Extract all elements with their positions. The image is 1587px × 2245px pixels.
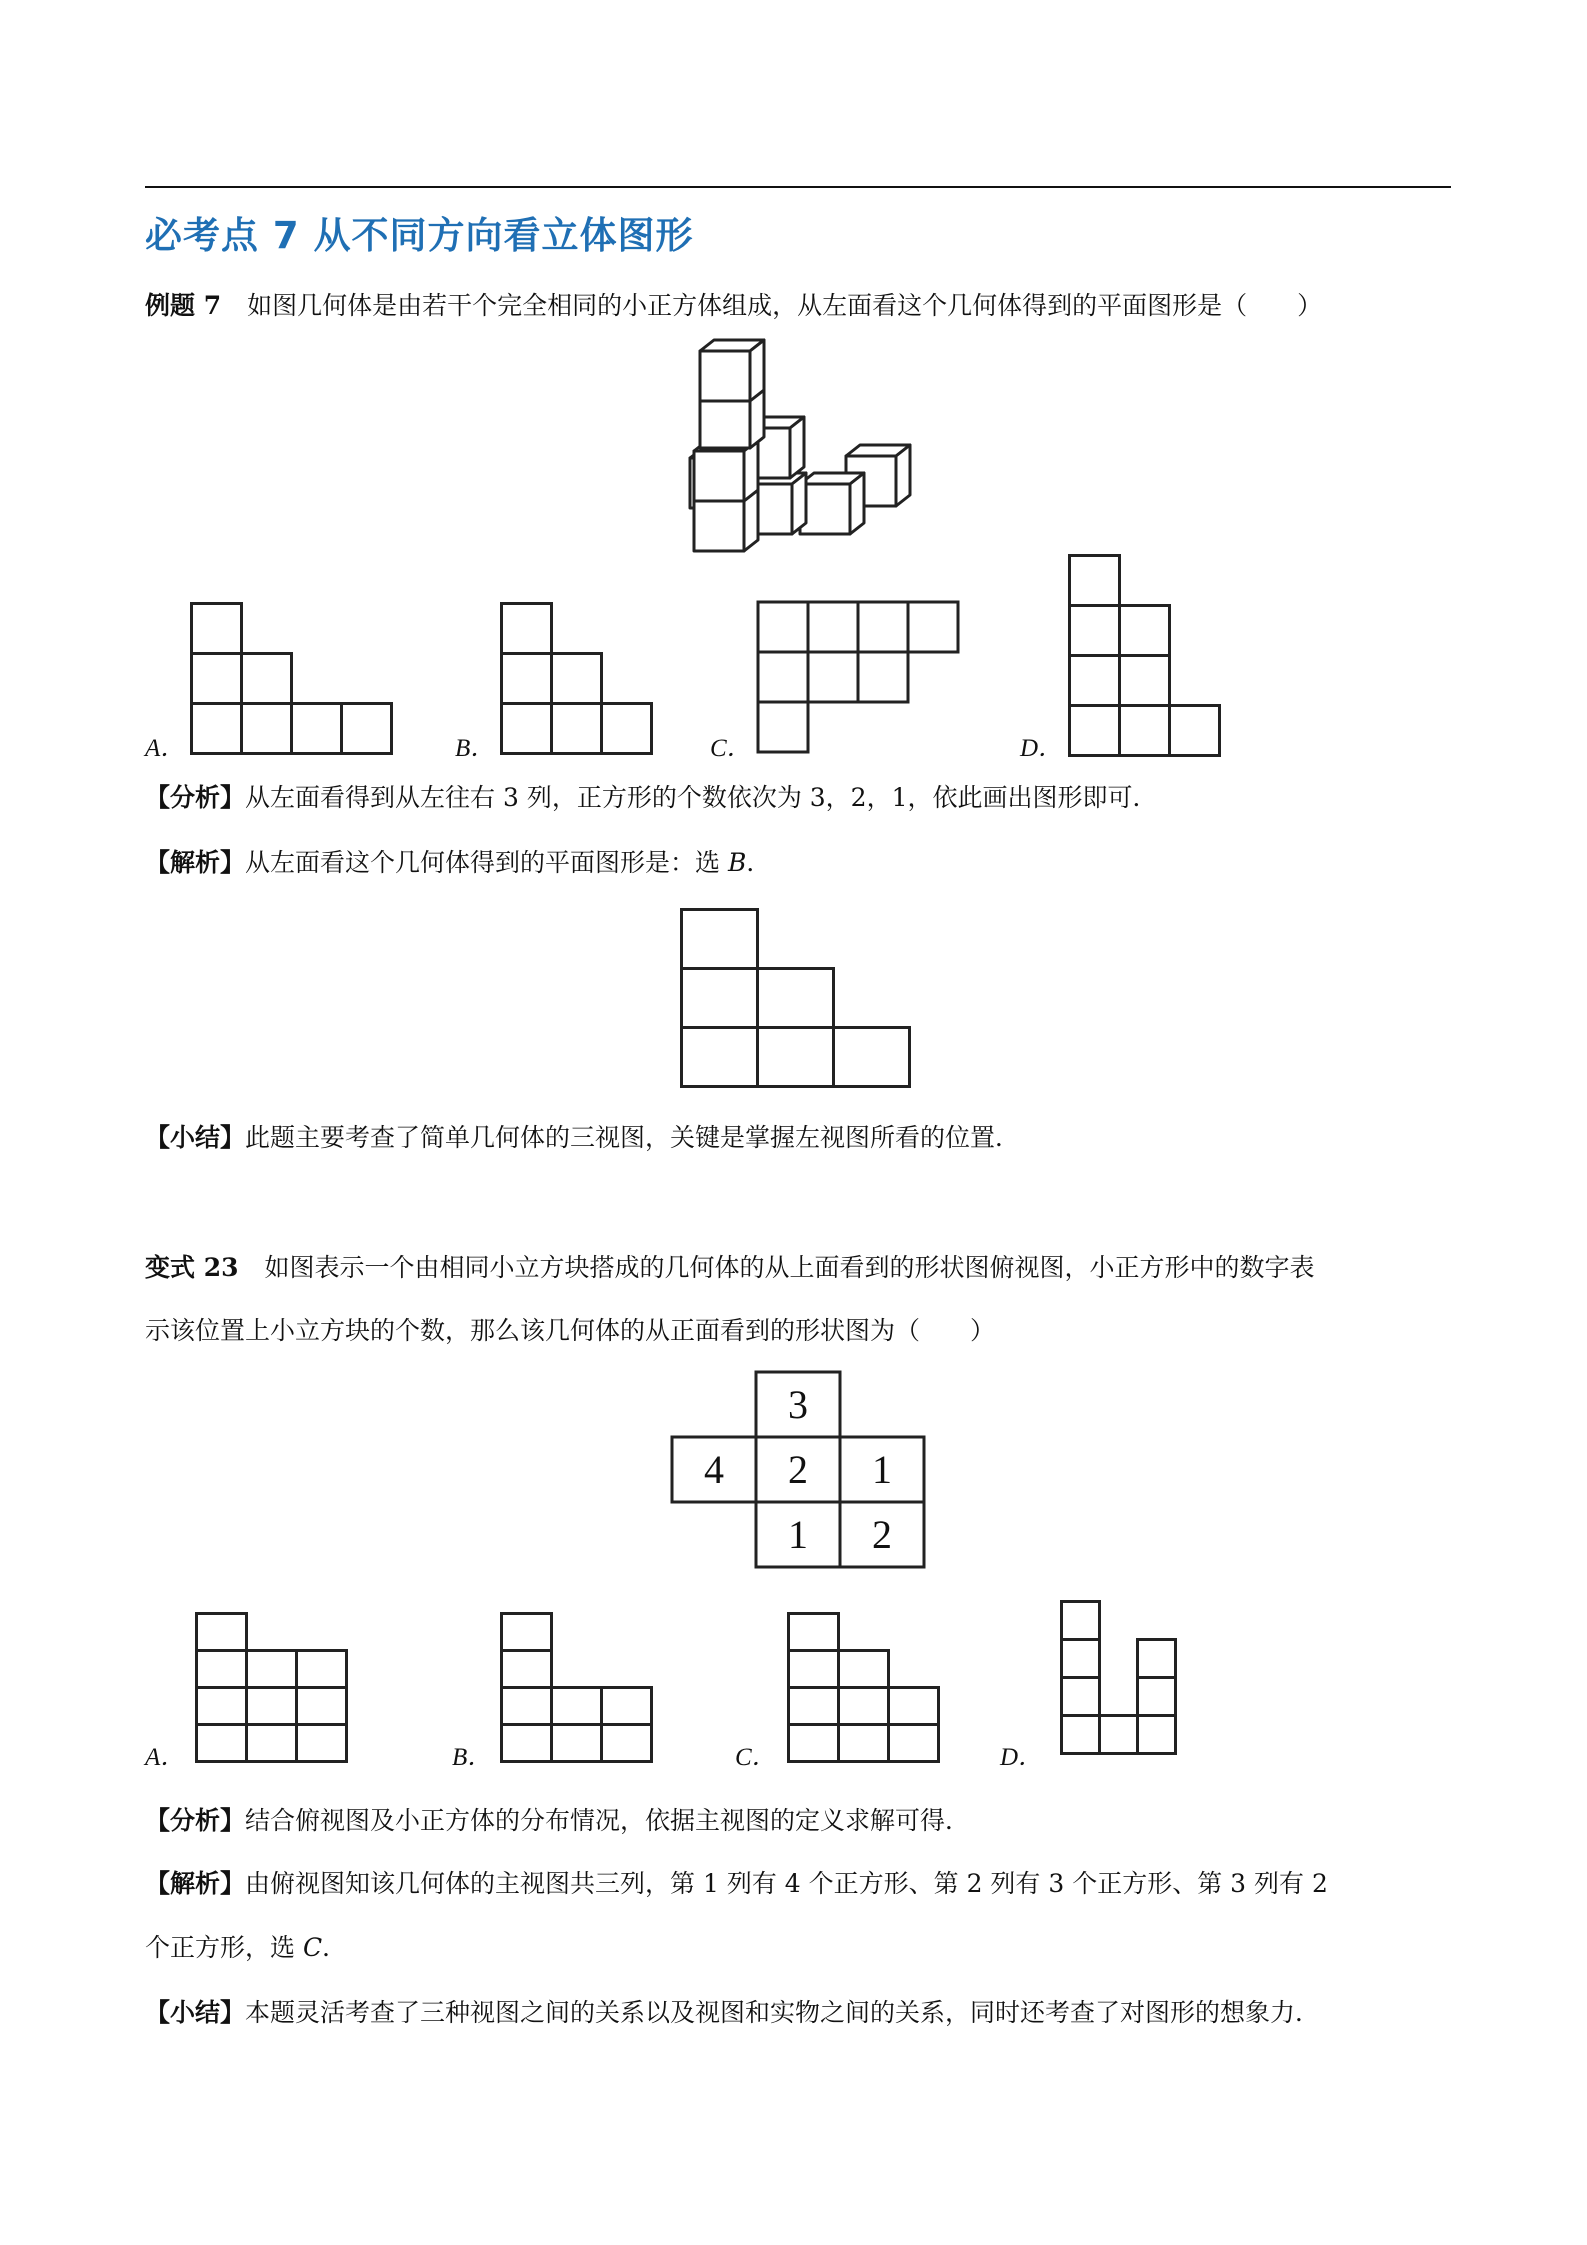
grid-cell bbox=[342, 704, 392, 754]
grid-cell bbox=[192, 604, 242, 654]
header-rule bbox=[145, 186, 1451, 188]
grid-cell bbox=[552, 1688, 602, 1725]
grid-cell bbox=[1070, 706, 1120, 756]
grid-cell bbox=[292, 704, 342, 754]
example-summary-label: 【小结】 bbox=[145, 1123, 246, 1152]
variant-solution-text-1: 由俯视图知该几何体的主视图共三列，第 1 列有 4 个正方形、第 2 列有 3 个正方形、第 3 列有 2 bbox=[245, 1869, 1328, 1898]
example-option-c-label: C． bbox=[710, 735, 752, 762]
grid-cell bbox=[789, 1688, 839, 1725]
example-summary-text: 此题主要考查了简单几何体的三视图，关键是掌握左视图所看的位置． bbox=[245, 1123, 1021, 1152]
grid-cell bbox=[1120, 706, 1170, 756]
example-solution-text: 从左面看这个几何体得到的平面图形是：选 bbox=[245, 848, 728, 877]
variant-summary bbox=[145, 1995, 1455, 2031]
variant-label: 变式 23 bbox=[145, 1253, 239, 1282]
grid-cell bbox=[889, 1688, 939, 1725]
example-option-a-label: A． bbox=[145, 735, 186, 762]
example-question-text: 如图几何体是由若干个完全相同的小正方体组成，从左面看这个几何体得到的平面图形是（ ） bbox=[247, 291, 1323, 320]
grid-cell bbox=[839, 1688, 889, 1725]
grid-cell bbox=[1062, 1602, 1100, 1640]
cube bbox=[700, 340, 764, 401]
variant-option-c-label: C． bbox=[735, 1744, 777, 1771]
variant-solution-answer: C bbox=[302, 1933, 323, 1962]
grid-cell bbox=[1138, 1640, 1176, 1678]
grid-cell bbox=[247, 1688, 297, 1725]
variant-option-d-figure[interactable] bbox=[1060, 1600, 1178, 1756]
variant-solution-text-2: 个正方形，选 bbox=[145, 1933, 303, 1962]
grid-cell bbox=[1062, 1640, 1100, 1678]
grid-cell bbox=[552, 1725, 602, 1762]
grid-cell bbox=[297, 1651, 347, 1688]
grid-cell bbox=[789, 1651, 839, 1688]
top-view-number: 1 bbox=[872, 1447, 892, 1492]
grid-cell bbox=[682, 910, 758, 969]
grid-cell bbox=[247, 1725, 297, 1762]
example-analysis bbox=[145, 780, 1455, 816]
example-option-d-figure[interactable] bbox=[1068, 554, 1223, 754]
grid-cell bbox=[1062, 1678, 1100, 1716]
grid-cell bbox=[502, 654, 552, 704]
variant-summary-label: 【小结】 bbox=[145, 1998, 246, 2027]
grid-cell bbox=[242, 704, 292, 754]
grid-cell bbox=[502, 1725, 552, 1762]
top-view-figure bbox=[672, 1372, 924, 1568]
example-label: 例题 7 bbox=[145, 291, 222, 320]
grid-cell bbox=[1120, 606, 1170, 656]
grid-cell bbox=[1138, 1716, 1176, 1754]
section-title: 必考点 7 从不同方向看立体图形 bbox=[145, 214, 694, 257]
grid-cell bbox=[552, 704, 602, 754]
grid-cell bbox=[1138, 1678, 1176, 1716]
variant-question-line-2: 示该位置上小立方块的个数，那么该几何体的从正面看到的形状图为（ ） bbox=[145, 1316, 996, 1345]
top-view-number: 2 bbox=[788, 1447, 808, 1492]
grid-cell bbox=[297, 1725, 347, 1762]
variant-analysis-label: 【分析】 bbox=[145, 1806, 246, 1835]
example-analysis-text: 从左面看得到从左往右 3 列，正方形的个数依次为 3，2，1，依此画出图形即可． bbox=[245, 783, 1158, 812]
grid-cell bbox=[602, 1688, 652, 1725]
grid-cell bbox=[1070, 606, 1120, 656]
variant-option-c-figure[interactable] bbox=[787, 1612, 942, 1762]
grid-cell bbox=[197, 1688, 247, 1725]
grid-cell bbox=[839, 1725, 889, 1762]
variant-option-d-label: D． bbox=[1000, 1744, 1044, 1771]
grid-cell bbox=[602, 1725, 652, 1762]
cube-stack-cubes bbox=[690, 340, 910, 551]
grid-cell bbox=[1070, 656, 1120, 706]
grid-cell bbox=[1120, 656, 1170, 706]
example-solution bbox=[145, 845, 1455, 881]
grid-cell bbox=[552, 654, 602, 704]
variant-solution-line-2 bbox=[145, 1930, 1455, 1966]
example-option-c-figure[interactable] bbox=[758, 602, 961, 752]
grid-cell bbox=[297, 1688, 347, 1725]
grid-cell bbox=[834, 1028, 910, 1087]
grid-cell bbox=[502, 704, 552, 754]
example-option-b-label: B． bbox=[455, 735, 496, 762]
grid-cell bbox=[247, 1651, 297, 1688]
grid-cell bbox=[682, 1028, 758, 1087]
grid-cell bbox=[1100, 1716, 1138, 1754]
grid-cell bbox=[758, 969, 834, 1028]
variant-option-b-figure[interactable] bbox=[500, 1612, 655, 1762]
variant-question-text-1: 如图表示一个由相同小立方块搭成的几何体的从上面看到的形状图俯视图，小正方形中的数字表 bbox=[264, 1253, 1315, 1282]
example-analysis-label: 【分析】 bbox=[145, 783, 246, 812]
grid-cell bbox=[502, 1688, 552, 1725]
example-option-a-figure[interactable] bbox=[190, 602, 393, 752]
cube bbox=[800, 473, 864, 534]
example-option-d-label: D． bbox=[1020, 735, 1064, 762]
variant-analysis bbox=[145, 1803, 1455, 1839]
variant-option-a-label: A． bbox=[145, 1744, 186, 1771]
top-view-number: 1 bbox=[788, 1512, 808, 1557]
grid-cell bbox=[602, 704, 652, 754]
example-solution-answer: B bbox=[727, 848, 747, 877]
grid-cell bbox=[192, 654, 242, 704]
grid-cell bbox=[889, 1725, 939, 1762]
variant-analysis-text: 结合俯视图及小正方体的分布情况，依据主视图的定义求解可得． bbox=[245, 1806, 971, 1835]
grid-cell bbox=[1070, 556, 1120, 606]
option-c-cells bbox=[758, 602, 958, 752]
grid-cell bbox=[758, 1028, 834, 1087]
top-view-number: 4 bbox=[704, 1447, 724, 1492]
variant-solution-label: 【解析】 bbox=[145, 1869, 246, 1898]
example-solution-suffix: ． bbox=[746, 848, 772, 877]
variant-solution-line-1 bbox=[145, 1866, 1455, 1902]
cube-stack-figure bbox=[680, 340, 920, 545]
grid-cell bbox=[1170, 706, 1220, 756]
grid-cell bbox=[789, 1614, 839, 1651]
variant-question-line-1 bbox=[145, 1250, 1455, 1286]
grid-cell bbox=[1062, 1716, 1100, 1754]
grid-cell bbox=[197, 1651, 247, 1688]
example-option-b-figure[interactable] bbox=[500, 602, 655, 752]
grid-cell bbox=[789, 1725, 839, 1762]
variant-solution-suffix: ． bbox=[322, 1933, 348, 1962]
grid-cell bbox=[502, 1614, 552, 1651]
example-summary bbox=[145, 1120, 1455, 1156]
variant-option-b-label: B． bbox=[452, 1744, 493, 1771]
variant-summary-text: 本题灵活考查了三种视图之间的关系以及视图和实物之间的关系，同时还考查了对图形的想象力． bbox=[245, 1998, 1321, 2027]
example-solution-label: 【解析】 bbox=[145, 848, 246, 877]
grid-cell bbox=[242, 654, 292, 704]
variant-option-a-figure[interactable] bbox=[195, 1612, 350, 1762]
grid-cell bbox=[502, 1651, 552, 1688]
grid-cell bbox=[192, 704, 242, 754]
example-solution-figure bbox=[680, 908, 910, 1088]
top-view-number: 2 bbox=[872, 1512, 892, 1557]
grid-cell bbox=[197, 1725, 247, 1762]
example-question bbox=[145, 288, 1455, 324]
grid-cell bbox=[839, 1651, 889, 1688]
grid-cell bbox=[197, 1614, 247, 1651]
grid-cell bbox=[502, 604, 552, 654]
top-view-number: 3 bbox=[788, 1382, 808, 1427]
grid-cell bbox=[682, 969, 758, 1028]
